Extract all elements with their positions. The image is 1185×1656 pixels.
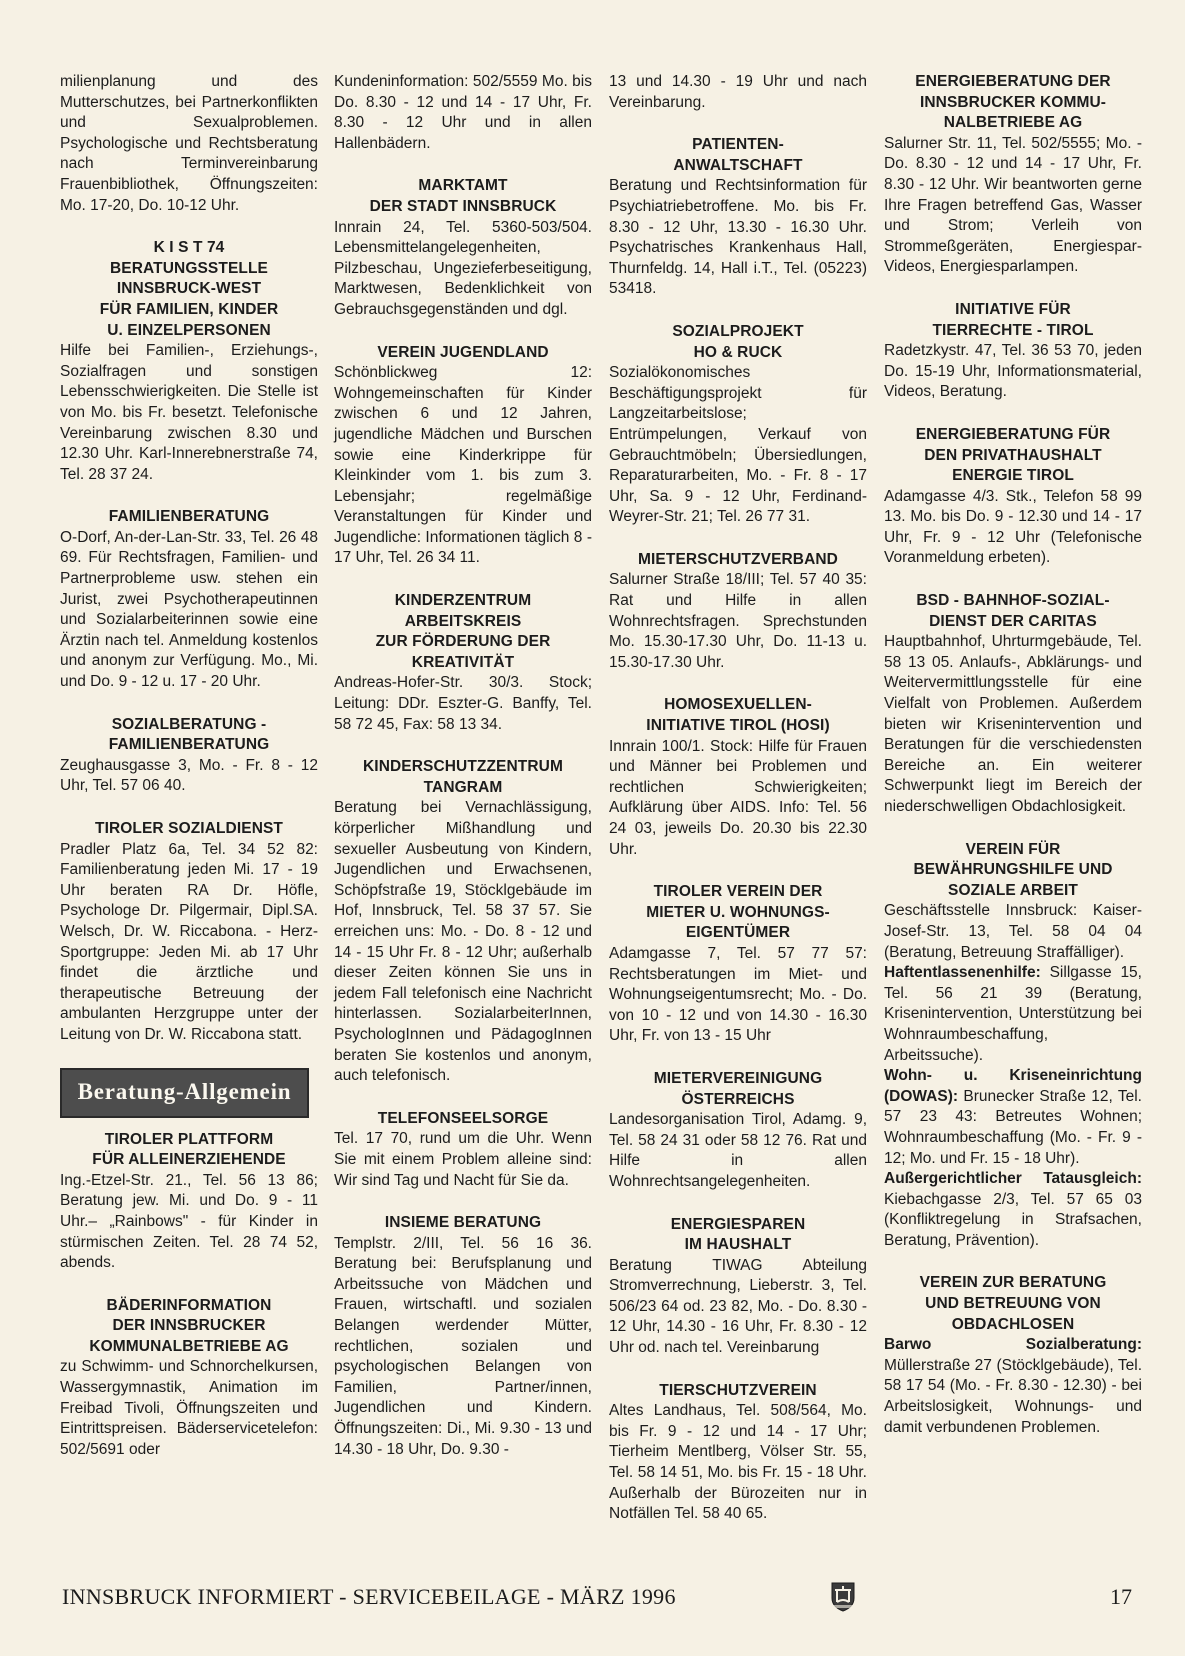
listing-heading: DER STADT INNSBRUCK	[369, 197, 557, 215]
listing-body: Radetzkystr. 47, Tel. 36 53 70, jeden Do. 15-19 Uhr, Informationsmaterial, Videos, Beratung.	[884, 342, 1142, 401]
listing-heading: TIERRECHTE - TIROL	[932, 321, 1094, 339]
listing-entry	[60, 1130, 318, 1274]
listing-heading: KREATIVITÄT	[411, 653, 515, 671]
listing-heading: ENERGIE TIROL	[952, 467, 1074, 485]
listing-heading: MIETERVEREINIGUNG	[653, 1069, 823, 1087]
listing-entry	[334, 757, 592, 1087]
listing-entry	[609, 882, 867, 1047]
section-banner: Beratung-Allgemein	[60, 1068, 309, 1118]
listing-heading: BEWÄHRUNGSHILFE UND	[913, 861, 1113, 879]
listing-entry	[60, 507, 318, 692]
listing-body: Innrain 100/1. Stock: Hilfe für Frauen und Männer bei Problemen und rechtlichen Schwierigkeiten; Aufklärung über AIDS. Info: Tel. 56 24 03, jeweils Do. 20.30 bis 22.30 Uhr.	[609, 737, 867, 858]
listing-entry	[334, 1213, 592, 1460]
listing-entry	[609, 1381, 867, 1525]
listing-heading: DEN PRIVATHAUSHALT	[924, 446, 1102, 464]
listing-heading: HO & RUCK	[693, 343, 783, 361]
subentry-lead: Haftentlassenenhilfe:	[884, 964, 1041, 982]
listing-body: Adamgasse 4/3. Stk., Telefon 58 99 13. Mo. bis Do. 9 - 12.30 und 14 - 17 Uhr, Fr. 9 - 12 Uhr (Telefonische Voranmeldung erbeten).	[884, 487, 1142, 567]
listing-entry	[884, 591, 1142, 818]
listing-heading: KOMMUNALBETRIEBE AG	[89, 1337, 289, 1355]
listing-body: Schönblickweg 12: Wohngemeinschaften für Kinder zwischen 6 und 12 Jahren, jugendliche Mädchen und Burschen sowie eine Kinderkrippe für Kleinkinder vom 1. bis zum 3. Lebensjahr; regelmäßige Veranstaltungen für Kinder und Jugendliche: Informationen täglich 8 - 17 Uhr, Tel. 26 34 11.	[334, 364, 592, 567]
listing-body: Innrain 24, Tel. 5360-503/504. Lebensmittelangelegenheiten, Pilzbeschau, Ungezieferbeseitigung, Marktwesen, Bedenklichkeit von Gebrauchsgegenständen und dgl.	[334, 218, 592, 318]
listing-heading: ENERGIESPAREN	[670, 1215, 806, 1233]
listing-subentry	[884, 1066, 1142, 1169]
listing-heading: NALBETRIEBE AG	[943, 114, 1083, 132]
listing-body: Salurner Straße 18/III; Tel. 57 40 35: Rat und Hilfe in allen Wohnrechtsfragen. Sprechstunden Mo. 15.30-17.30 Uhr, Do. 11-13 u. 15.30-17.30 Uhr.	[609, 571, 867, 671]
listing-entry	[609, 1069, 867, 1193]
subentry-text: Brunecker Straße 12, Tel. 57 23 43: Betreutes Wohnen; Wohnraumbeschaffung (Mo. - Fr. 9 - 12; Mo. und Fr. 15 - 18 Uhr).	[884, 1087, 1142, 1167]
listing-entry	[609, 550, 867, 674]
listing-entry	[60, 238, 318, 485]
listing-entry	[884, 840, 1142, 1252]
listing-body: Beratung bei Vernachlässigung, körperlicher Mißhandlung und sexueller Ausbeutung von Kindern, Jugendlichen und Erwachsenen, Schöpfstraße 19, Stöcklgebäude im Hof, Innsbruck, Tel. 58 37 57. Sie erreichen uns: Mo. - Do. 8 - 12 und 14 - 15 Uhr Fr. 8 - 12 Uhr; außerhalb dieser Zeiten können Sie uns in jedem Fall telefonisch eine Nachricht hinterlassen. SozialarbeiterInnen, PsychologInnen und PädagogInnen beraten Sie kostenlos und anonym, auch telefonisch.	[334, 799, 592, 1085]
listing-heading: BERATUNGSSTELLE	[110, 259, 268, 277]
listing-heading: INITIATIVE TIROL (HOSI)	[646, 717, 830, 735]
listing-heading: BÄDERINFORMATION	[106, 1296, 272, 1314]
listing-body: Landesorganisation Tirol, Adamg. 9, Tel. 58 24 31 oder 58 12 76. Rat und Hilfe in allen Wohnrechtsangelegenheiten.	[609, 1111, 867, 1190]
subentry-text: Sillgasse 15, Tel. 56 21 39 (Beratung, Krisenintervention, Unterstützung bei Wohnraumbeschaffung, Arbeitssuche).	[884, 964, 1142, 1064]
listing-heading: FÜR ALLEINERZIEHENDE	[92, 1151, 286, 1169]
listing-heading: K I S T 74	[153, 239, 225, 257]
listing-body: 13 und 14.30 - 19 Uhr und nach Vereinbarung.	[609, 73, 867, 111]
listing-heading: MARKTAMT	[418, 177, 508, 195]
column-2	[334, 72, 592, 1482]
listing-entry	[609, 1215, 867, 1359]
listing-entry	[334, 72, 592, 154]
listing-heading: TIERSCHUTZVEREIN	[659, 1381, 817, 1399]
listing-heading: PATIENTEN-	[692, 136, 784, 154]
listing-entry	[884, 72, 1142, 278]
listing-heading: MIETER U. WOHNUNGS-	[646, 903, 830, 921]
listing-heading: DER INNSBRUCKER	[112, 1317, 266, 1335]
listing-heading: DIENST DER CARITAS	[929, 612, 1097, 630]
listing-heading: ANWALTSCHAFT	[673, 156, 803, 174]
listing-heading: SOZIALPROJEKT	[672, 322, 804, 340]
listing-heading: UND BETREUUNG VON	[925, 1295, 1101, 1313]
footer-title: INNSBRUCK INFORMIERT - SERVICEBEILAGE - MÄRZ 1996	[62, 1584, 676, 1609]
subentry-lead: Barwo Sozialberatung:	[884, 1336, 1142, 1354]
listing-heading: INSIEME BERATUNG	[384, 1214, 542, 1232]
listing-entry	[60, 819, 318, 1046]
listing-heading: ENERGIEBERATUNG DER	[915, 73, 1111, 90]
column-1	[60, 72, 318, 1482]
listing-entry	[884, 300, 1142, 403]
listing-body: Templstr. 2/III, Tel. 56 16 36. Beratung bei: Berufsplanung und Arbeitssuche von Mädchen und Frauen, wirtschaftl. und sozialen Belangen werdender Mütter, rechtlichen, sozialen und psychologischen Belangen von Familien, Partner/innen, Jugendlichen und Kindern. Öffnungszeiten: Di., Mi. 9.30 - 13 und 14.30 - 18 Uhr, Do. 9.30 -	[334, 1234, 592, 1458]
listing-heading: BSD - BAHNHOF-SOZIAL-	[916, 592, 1110, 610]
listing-entry	[334, 176, 592, 320]
listing-body: Kundeninformation: 502/5559 Mo. bis Do. 8.30 - 12 und 14 - 17 Uhr, Fr. 8.30 - 12 Uhr und in allen Hallenbädern.	[334, 73, 592, 152]
listing-body: O-Dorf, An-der-Lan-Str. 33, Tel. 26 48 69. Für Rechtsfragen, Familien- und Partnerprobleme usw. stehen ein Jurist, zwei Psychotherapeutinnen und Sozialarbeiterinnen sowie eine Ärztin nach tel. Anmeldung kostenlos und anonym zur Verfügung. Mo., Mi. und Do. 9 - 12 u. 17 - 20 Uhr.	[60, 528, 318, 691]
listing-entry	[884, 1273, 1142, 1438]
listing-entry	[60, 715, 318, 797]
column-3	[609, 72, 867, 1547]
listing-heading: FAMILIENBERATUNG	[108, 736, 270, 754]
subentry-lead: Wohn- u. Kriseneinrichtung (DOWAS):	[884, 1067, 1142, 1105]
listing-heading: KINDERZENTRUM	[394, 592, 532, 610]
column-4	[884, 72, 1142, 1460]
subentry-lead: Außergerichtlicher Tatausgleich:	[884, 1170, 1142, 1188]
listing-heading: INNSBRUCK-WEST	[116, 280, 262, 298]
listing-body: Salurner Str. 11, Tel. 502/5555; Mo. - Do. 8.30 - 12 und 14 - 17 Uhr, Fr. 8.30 - 12 Uhr. Wir beantworten gerne Ihre Fragen betreffend Gas, Wasser und Strom; Verleih von Strommeßgeräten, Energiespar-Videos, Energiesparlampen.	[884, 134, 1142, 276]
listing-heading: ENERGIEBERATUNG FÜR	[915, 425, 1111, 443]
listing-heading: MIETERSCHUTZVERBAND	[638, 550, 838, 568]
listing-heading: VEREIN JUGENDLAND	[377, 343, 549, 361]
listing-body: Tel. 17 70, rund um die Uhr. Wenn Sie mit einem Problem alleine sind: Wir sind Tag und Nacht für Sie da.	[334, 1130, 592, 1189]
listing-heading: U. EINZELPERSONEN	[107, 321, 271, 339]
innsbruck-coat-of-arms-icon	[830, 1580, 856, 1612]
listing-entry	[334, 343, 592, 570]
listing-heading: IM HAUSHALT	[684, 1236, 792, 1254]
listing-body: zu Schwimm- und Schnorchelkursen, Wassergymnastik, Animation im Freibad Tivoli, Öffnungszeiten und Eintrittspreisen. Bäderservicetelefon: 502/5691 oder	[60, 1358, 318, 1458]
listing-entry	[60, 72, 318, 216]
listing-heading: INNSBRUCKER KOMMU-	[919, 93, 1107, 111]
listing-body: Zeughausgasse 3, Mo. - Fr. 8 - 12 Uhr, Tel. 57 06 40.	[60, 756, 318, 795]
listing-body: Pradler Platz 6a, Tel. 34 52 82: Familienberatung jeden Mi. 17 - 19 Uhr beraten RA Dr. Höfle, Psychologe Dr. Pilgermair, Dipl.SA. Welsch, Dr. W. Riccabona. - Herz-Sportgruppe: Jeden Mi. ab 17 Uhr findet die ärztliche und therapeutische Betreuung der ambulanten Herzgruppe unter der Leitung von Dr. W. Riccabona statt.	[60, 840, 318, 1043]
listing-body: Sozialökonomisches Beschäftigungsprojekt für Langzeitarbeitslose; Entrümpelungen, Verkauf von Gebrauchtmöbeln; Übersiedlungen, Reparaturarbeiten, Mo. - Fr. 8 - 17 Uhr, Sa. 9 - 12 Uhr, Ferdinand-Weyrer-Str. 21; Tel. 26 77 31.	[609, 364, 867, 526]
listing-entry	[334, 1109, 592, 1191]
listing-heading: VEREIN ZUR BERATUNG	[919, 1274, 1107, 1292]
listing-entry	[609, 695, 867, 860]
listing-entry	[60, 1296, 318, 1461]
listing-body: Geschäftsstelle Innsbruck: Kaiser-Josef-Str. 13, Tel. 58 04 04 (Beratung, Betreuung Straffälliger).	[884, 902, 1142, 961]
listing-heading: INITIATIVE FÜR	[955, 300, 1071, 318]
listing-heading: TIROLER PLATTFORM	[104, 1130, 274, 1148]
listing-heading: TIROLER VEREIN DER	[653, 883, 823, 901]
listing-body: Beratung und Rechtsinformation für Psychiatriebetroffene. Mo. bis Fr. 8.30 - 12 Uhr, 13.30 - 16.30 Uhr. Psychatrisches Krankenhaus Hall, Thurnfeldg. 14, Hall i.T., Tel. (05223) 53418.	[609, 177, 867, 298]
listing-subentry	[884, 1335, 1142, 1438]
listing-body: Ing.-Etzel-Str. 21., Tel. 56 13 86; Beratung jew. Mi. und Do. 9 - 11 Uhr.– „Rainbows" - für Kinder in stürmischen Zeiten. Tel. 28 74 52, abends.	[60, 1171, 318, 1272]
listing-heading: FAMILIENBERATUNG	[108, 508, 270, 526]
listing-heading: TIROLER SOZIALDIENST	[95, 820, 283, 837]
listing-heading: KINDERSCHUTZZENTRUM	[363, 758, 563, 776]
listing-heading: TELEFONSEELSORGE	[377, 1109, 549, 1127]
listing-heading: EIGENTÜMER	[685, 924, 791, 942]
listing-body: Adamgasse 7, Tel. 57 77 57: Rechtsberatungen im Miet- und Wohnungseigentumsrecht; Mo. - Do. von 10 - 12 und von 14.30 - 16.30 Uhr, Fr. von 13 - 15 Uhr	[609, 944, 867, 1045]
listing-heading: OBDACHLOSEN	[951, 1315, 1075, 1333]
listing-heading: FÜR FAMILIEN, KINDER	[99, 300, 279, 318]
listing-entry	[609, 322, 867, 528]
listing-body: Hilfe bei Familien-, Erziehungs-, Sozialfragen und sonstigen Lebensschwierigkeiten. Die Stelle ist von Mo. bis Fr. besetzt. Telefonische Vereinbarung zwischen 8.30 und 12.30 Uhr. Karl-Innerebnerstraße 74, Tel. 28 37 24.	[60, 342, 318, 483]
listing-subentry	[884, 1169, 1142, 1251]
listing-body: Hauptbahnhof, Uhrturmgebäude, Tel. 58 13 05. Anlaufs-, Abklärungs- und Weitervermittlungsstelle für eine Vielfalt von Problemen. Außerdem bieten wir Krisenintervention und Beratungen für die verschiedensten Bereiche an. Ein weiterer Schwerpunkt liegt im Bereich der niederschwelligen Obdachlosigkeit.	[884, 633, 1142, 815]
listing-body: Beratung TIWAG Abteilung Stromverrechnung, Lieberstr. 3, Tel. 506/23 64 od. 23 82, Mo. - Do. 8.30 - 12 Uhr, 14.30 - 16 Uhr, Fr. 8.30 - 12 Uhr od. nach tel. Vereinbarung	[609, 1256, 867, 1357]
listing-heading: VEREIN FÜR	[965, 840, 1061, 858]
footer	[62, 1584, 1132, 1614]
listing-body: Andreas-Hofer-Str. 30/3. Stock; Leitung: DDr. Eszter-G. Banffy, Tel. 58 72 45, Fax: 58 13 34.	[334, 674, 592, 733]
listing-entry	[609, 135, 867, 300]
listing-entry	[884, 425, 1142, 569]
listing-heading: HOMOSEXUELLEN-	[664, 696, 812, 714]
listing-body: Altes Landhaus, Tel. 508/564, Mo. bis Fr. 9 - 12 und 14 - 17 Uhr; Tierheim Mentlberg, Völser Str. 55, Tel. 58 14 51, Mo. bis Fr. 15 - 18 Uhr. Außerhalb der Bürozeiten nur in Notfällen Tel. 58 40 65.	[609, 1402, 867, 1523]
subentry-text: Müllerstraße 27 (Stöcklgebäude), Tel. 58 17 54 (Mo. - Fr. 8.30 - 12.30) - bei Arbeitslosigkeit, Wohnungs- und damit verbundenen Problemen.	[884, 1356, 1142, 1436]
listing-heading: TANGRAM	[423, 778, 503, 796]
listing-heading: SOZIALBERATUNG -	[111, 715, 267, 733]
listing-heading: ZUR FÖRDERUNG DER	[375, 633, 551, 651]
listing-body: milienplanung und des Mutterschutzes, bei Partnerkonflikten und Sexualproblemen. Psychologische und Rechtsberatung nach Terminvereinbarung Frauenbibliothek, Öffnungszeiten: Mo. 17-20, Do. 10-12 Uhr.	[60, 73, 318, 214]
subentry-text: Kiebachgasse 2/3, Tel. 57 65 03 (Konfliktregelung in Strafsachen, Beratung, Prävention).	[884, 1190, 1142, 1249]
listing-heading: ARBEITSKREIS	[404, 612, 522, 630]
listing-heading: SOZIALE ARBEIT	[948, 881, 1078, 899]
listing-entry	[334, 591, 592, 735]
listing-subentry	[884, 963, 1142, 1066]
listing-entry	[609, 72, 867, 113]
page-number: 17	[1110, 1584, 1132, 1609]
listing-heading: ÖSTERREICHS	[681, 1090, 795, 1108]
